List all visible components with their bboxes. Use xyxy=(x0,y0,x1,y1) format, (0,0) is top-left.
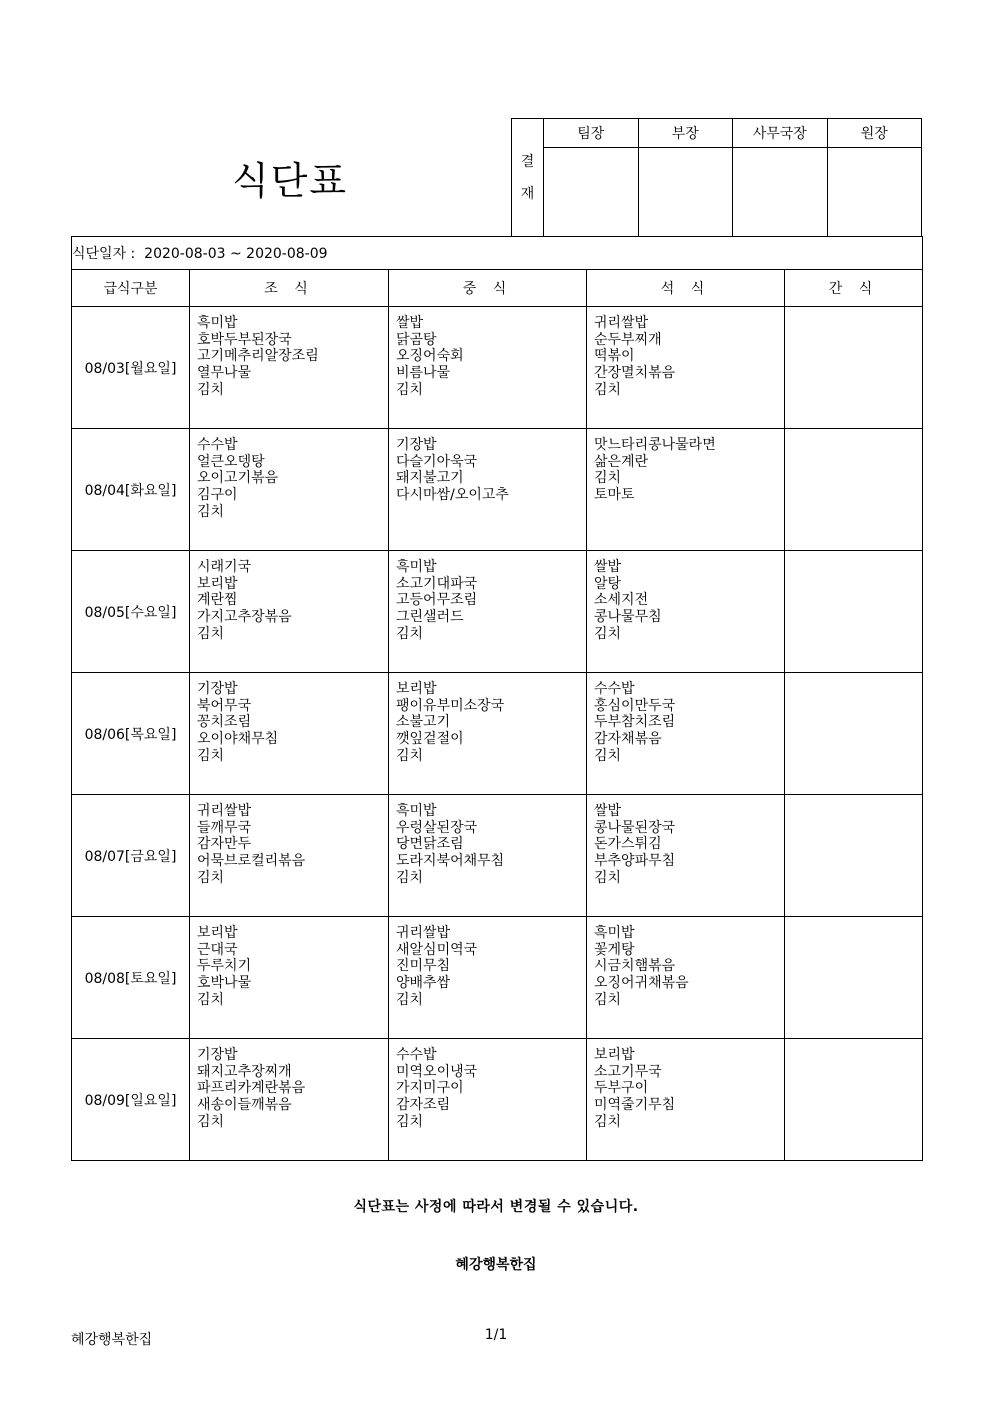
breakfast-items xyxy=(190,673,388,765)
lunch-items xyxy=(389,917,586,1009)
menu-item: 귀리쌀밥 xyxy=(396,925,451,941)
menu-item: 김치 xyxy=(396,625,424,642)
table-row xyxy=(72,551,923,673)
menu-item: 시금치햄볶음 xyxy=(594,958,676,975)
menu-item: 호박나물 xyxy=(197,975,252,992)
breakfast-items xyxy=(190,1039,388,1131)
menu-item: 간장멸치볶음 xyxy=(594,365,676,382)
menu-item: 수수밥 xyxy=(396,1047,437,1063)
dinner-items xyxy=(587,551,784,643)
lunch-cell xyxy=(389,795,587,917)
approval-signature-cell xyxy=(544,148,639,237)
menu-item: 김치 xyxy=(594,869,622,886)
snack-items xyxy=(785,795,922,803)
menu-item: 보리밥 xyxy=(197,575,238,592)
menu-item: 꽁치조림 xyxy=(197,714,252,731)
menu-item: 흑미밥 xyxy=(396,803,437,819)
lunch-items xyxy=(389,429,586,504)
menu-item: 고기메추리알장조림 xyxy=(197,348,319,365)
lunch-items xyxy=(389,1039,586,1131)
menu-item: 파프리카계란볶음 xyxy=(197,1080,306,1097)
snack-items xyxy=(785,551,922,559)
breakfast-cell xyxy=(190,551,389,673)
menu-item: 감자채볶음 xyxy=(594,731,662,748)
menu-item: 그린샐러드 xyxy=(396,609,464,626)
menu-item: 기장밥 xyxy=(197,1047,238,1063)
menu-item: 수수밥 xyxy=(197,437,238,453)
menu-item: 떡볶이 xyxy=(594,348,635,365)
menu-item: 두루치기 xyxy=(197,958,252,975)
footer-organization: 혜강행복한집 xyxy=(71,1332,153,1348)
lunch-items xyxy=(389,551,586,643)
meal-date: 08/08[토요일] xyxy=(72,917,190,1039)
breakfast-cell xyxy=(190,917,389,1039)
menu-item: 보리밥 xyxy=(396,681,437,697)
dinner-items xyxy=(587,917,784,1009)
menu-item: 당면닭조림 xyxy=(396,836,464,853)
lunch-cell xyxy=(389,429,587,551)
approval-side-label xyxy=(512,119,544,237)
meal-date: 08/05[수요일] xyxy=(72,551,190,673)
menu-item: 가지미구이 xyxy=(396,1080,464,1097)
footer-page-number: 1/1 xyxy=(484,1327,508,1343)
menu-item: 김치 xyxy=(396,381,424,398)
menu-item: 근대국 xyxy=(197,941,238,958)
menu-item: 알탕 xyxy=(594,575,622,592)
approval-box xyxy=(511,118,922,237)
menu-item: 진미무침 xyxy=(396,958,451,975)
dinner-cell xyxy=(587,795,785,917)
meal-date: 08/06[목요일] xyxy=(72,673,190,795)
menu-period: 식단일자 : 2020-08-03 ~ 2020-08-09 xyxy=(72,237,923,270)
menu-item: 가지고추장볶음 xyxy=(197,609,292,626)
menu-item: 우렁살된장국 xyxy=(396,819,478,836)
menu-item: 깻잎겉절이 xyxy=(396,731,464,748)
menu-item: 흑미밥 xyxy=(197,315,238,331)
menu-item: 소고기무국 xyxy=(594,1063,662,1080)
menu-item: 보리밥 xyxy=(197,925,238,941)
snack-items xyxy=(785,429,922,437)
menu-item: 미역줄기무침 xyxy=(594,1097,676,1114)
menu-item: 김치 xyxy=(396,1113,424,1130)
lunch-cell xyxy=(389,551,587,673)
lunch-items xyxy=(389,307,586,399)
dinner-cell xyxy=(587,551,785,673)
menu-item: 열무나물 xyxy=(197,365,252,382)
menu-item: 오이고기볶음 xyxy=(197,470,279,487)
menu-item: 김구이 xyxy=(197,487,238,504)
approval-signature-cell xyxy=(827,148,922,237)
breakfast-items xyxy=(190,551,388,643)
menu-item: 꽃게탕 xyxy=(594,941,635,958)
approval-signature-cell xyxy=(733,148,828,237)
menu-item: 순두부찌개 xyxy=(594,331,662,348)
menu-item: 김치 xyxy=(396,991,424,1008)
dinner-cell xyxy=(587,1039,785,1161)
table-row xyxy=(72,795,923,917)
meal-date: 08/04[화요일] xyxy=(72,429,190,551)
table-row xyxy=(72,307,923,429)
menu-item: 오이야채무침 xyxy=(197,731,279,748)
table-row xyxy=(72,917,923,1039)
menu-item: 삶은계란 xyxy=(594,453,649,470)
breakfast-cell xyxy=(190,307,389,429)
menu-item: 김치 xyxy=(197,503,225,520)
column-header-lunch: 중 식 xyxy=(389,270,587,307)
menu-item: 토마토 xyxy=(594,487,635,504)
menu-item: 들깨무국 xyxy=(197,819,252,836)
menu-item: 쌀밥 xyxy=(396,315,424,331)
lunch-items xyxy=(389,795,586,887)
menu-item: 감자조림 xyxy=(396,1097,451,1114)
menu-item: 귀리쌀밥 xyxy=(197,803,252,819)
menu-item: 얼큰오뎅탕 xyxy=(197,453,265,470)
menu-item: 김치 xyxy=(197,1113,225,1130)
menu-item: 김치 xyxy=(396,869,424,886)
menu-item: 어묵브로컬리볶음 xyxy=(197,853,306,870)
snack-cell xyxy=(785,917,923,1039)
menu-item: 보리밥 xyxy=(594,1047,635,1063)
menu-item: 계란찜 xyxy=(197,592,238,609)
menu-item: 미역오이냉국 xyxy=(396,1063,478,1080)
approval-header: 부장 xyxy=(638,119,733,148)
snack-items xyxy=(785,307,922,315)
snack-cell xyxy=(785,551,923,673)
breakfast-items xyxy=(190,429,388,521)
menu-item: 김치 xyxy=(197,991,225,1008)
snack-cell xyxy=(785,307,923,429)
menu-item: 양배추쌈 xyxy=(396,975,451,992)
menu-item: 김치 xyxy=(197,625,225,642)
approval-signature-cell xyxy=(638,148,733,237)
menu-item: 김치 xyxy=(594,747,622,764)
menu-item: 맛느타리콩나물라면 xyxy=(594,437,716,453)
approval-header: 사무국장 xyxy=(733,119,828,148)
snack-cell xyxy=(785,795,923,917)
menu-item: 콩나물무침 xyxy=(594,609,662,626)
dinner-cell xyxy=(587,917,785,1039)
menu-item: 홍심이만두국 xyxy=(594,697,676,714)
approval-header: 팀장 xyxy=(544,119,639,148)
menu-item: 기장밥 xyxy=(197,681,238,697)
organization-name: 혜강행복한집 xyxy=(455,1257,537,1273)
menu-item: 수수밥 xyxy=(594,681,635,697)
menu-item: 흑미밥 xyxy=(396,559,437,575)
breakfast-items xyxy=(190,307,388,399)
menu-item: 김치 xyxy=(197,869,225,886)
menu-table xyxy=(71,236,923,1161)
approval-header: 원장 xyxy=(827,119,922,148)
snack-items xyxy=(785,1039,922,1047)
dinner-items xyxy=(587,429,784,504)
menu-item: 부추양파무침 xyxy=(594,853,676,870)
menu-item: 김치 xyxy=(197,747,225,764)
column-header-category: 급식구분 xyxy=(72,270,190,307)
menu-item: 돼지불고기 xyxy=(396,470,464,487)
dinner-cell xyxy=(587,307,785,429)
menu-body xyxy=(72,307,923,1161)
menu-item: 소불고기 xyxy=(396,714,451,731)
menu-item: 팽이유부미소장국 xyxy=(396,697,505,714)
meal-date: 08/03[월요일] xyxy=(72,307,190,429)
dinner-items xyxy=(587,1039,784,1131)
menu-item: 새송이들깨볶음 xyxy=(197,1097,292,1114)
menu-item: 다시마쌈/오이고추 xyxy=(396,487,509,504)
menu-item: 시래기국 xyxy=(197,559,252,575)
lunch-cell xyxy=(389,917,587,1039)
breakfast-cell xyxy=(190,795,389,917)
menu-item: 다슬기아욱국 xyxy=(396,453,478,470)
menu-item: 고등어무조림 xyxy=(396,592,478,609)
breakfast-cell xyxy=(190,1039,389,1161)
breakfast-items xyxy=(190,795,388,887)
menu-item: 새알심미역국 xyxy=(396,941,478,958)
breakfast-cell xyxy=(190,429,389,551)
dinner-cell xyxy=(587,429,785,551)
column-header-breakfast: 조 식 xyxy=(190,270,389,307)
menu-item: 김치 xyxy=(197,381,225,398)
menu-item: 호박두부된장국 xyxy=(197,331,292,348)
meal-date: 08/07[금요일] xyxy=(72,795,190,917)
snack-cell xyxy=(785,673,923,795)
menu-item: 김치 xyxy=(594,1113,622,1130)
lunch-cell xyxy=(389,307,587,429)
menu-item: 흑미밥 xyxy=(594,925,635,941)
menu-item: 두부구이 xyxy=(594,1080,649,1097)
menu-item: 김치 xyxy=(396,747,424,764)
menu-item: 쌀밥 xyxy=(594,803,622,819)
breakfast-items xyxy=(190,917,388,1009)
change-notice: 식단표는 사정에 따라서 변경될 수 있습니다. xyxy=(353,1199,639,1215)
menu-item: 돼지고추장찌개 xyxy=(197,1063,292,1080)
menu-item: 오징어귀채볶음 xyxy=(594,975,689,992)
lunch-cell xyxy=(389,673,587,795)
snack-cell xyxy=(785,429,923,551)
menu-item: 김치 xyxy=(594,625,622,642)
menu-item: 오징어숙회 xyxy=(396,348,464,365)
snack-items xyxy=(785,673,922,681)
page-title: 식단표 xyxy=(231,159,349,203)
menu-item: 김치 xyxy=(594,991,622,1008)
dinner-items xyxy=(587,307,784,399)
lunch-cell xyxy=(389,1039,587,1161)
menu-item: 북어무국 xyxy=(197,697,252,714)
menu-item: 비름나물 xyxy=(396,365,451,382)
table-row xyxy=(72,673,923,795)
table-row xyxy=(72,1039,923,1161)
snack-cell xyxy=(785,1039,923,1161)
menu-item: 김치 xyxy=(594,381,622,398)
menu-item: 쌀밥 xyxy=(594,559,622,575)
menu-item: 감자만두 xyxy=(197,836,252,853)
menu-item: 소세지전 xyxy=(594,592,649,609)
dinner-items xyxy=(587,673,784,765)
menu-item: 닭곰탕 xyxy=(396,331,437,348)
menu-item: 귀리쌀밥 xyxy=(594,315,649,331)
menu-item: 소고기대파국 xyxy=(396,575,478,592)
approval-side-text: 결 재 xyxy=(520,153,535,202)
dinner-items xyxy=(587,795,784,887)
meal-date: 08/09[일요일] xyxy=(72,1039,190,1161)
menu-item: 콩나물된장국 xyxy=(594,819,676,836)
column-header-dinner: 석 식 xyxy=(587,270,785,307)
lunch-items xyxy=(389,673,586,765)
snack-items xyxy=(785,917,922,925)
menu-item: 김치 xyxy=(594,470,622,487)
table-row xyxy=(72,429,923,551)
menu-item: 두부참치조림 xyxy=(594,714,676,731)
breakfast-cell xyxy=(190,673,389,795)
dinner-cell xyxy=(587,673,785,795)
column-header-snack: 간 식 xyxy=(785,270,923,307)
menu-item: 기장밥 xyxy=(396,437,437,453)
menu-item: 도라지북어채무침 xyxy=(396,853,505,870)
menu-item: 돈가스튀김 xyxy=(594,836,662,853)
